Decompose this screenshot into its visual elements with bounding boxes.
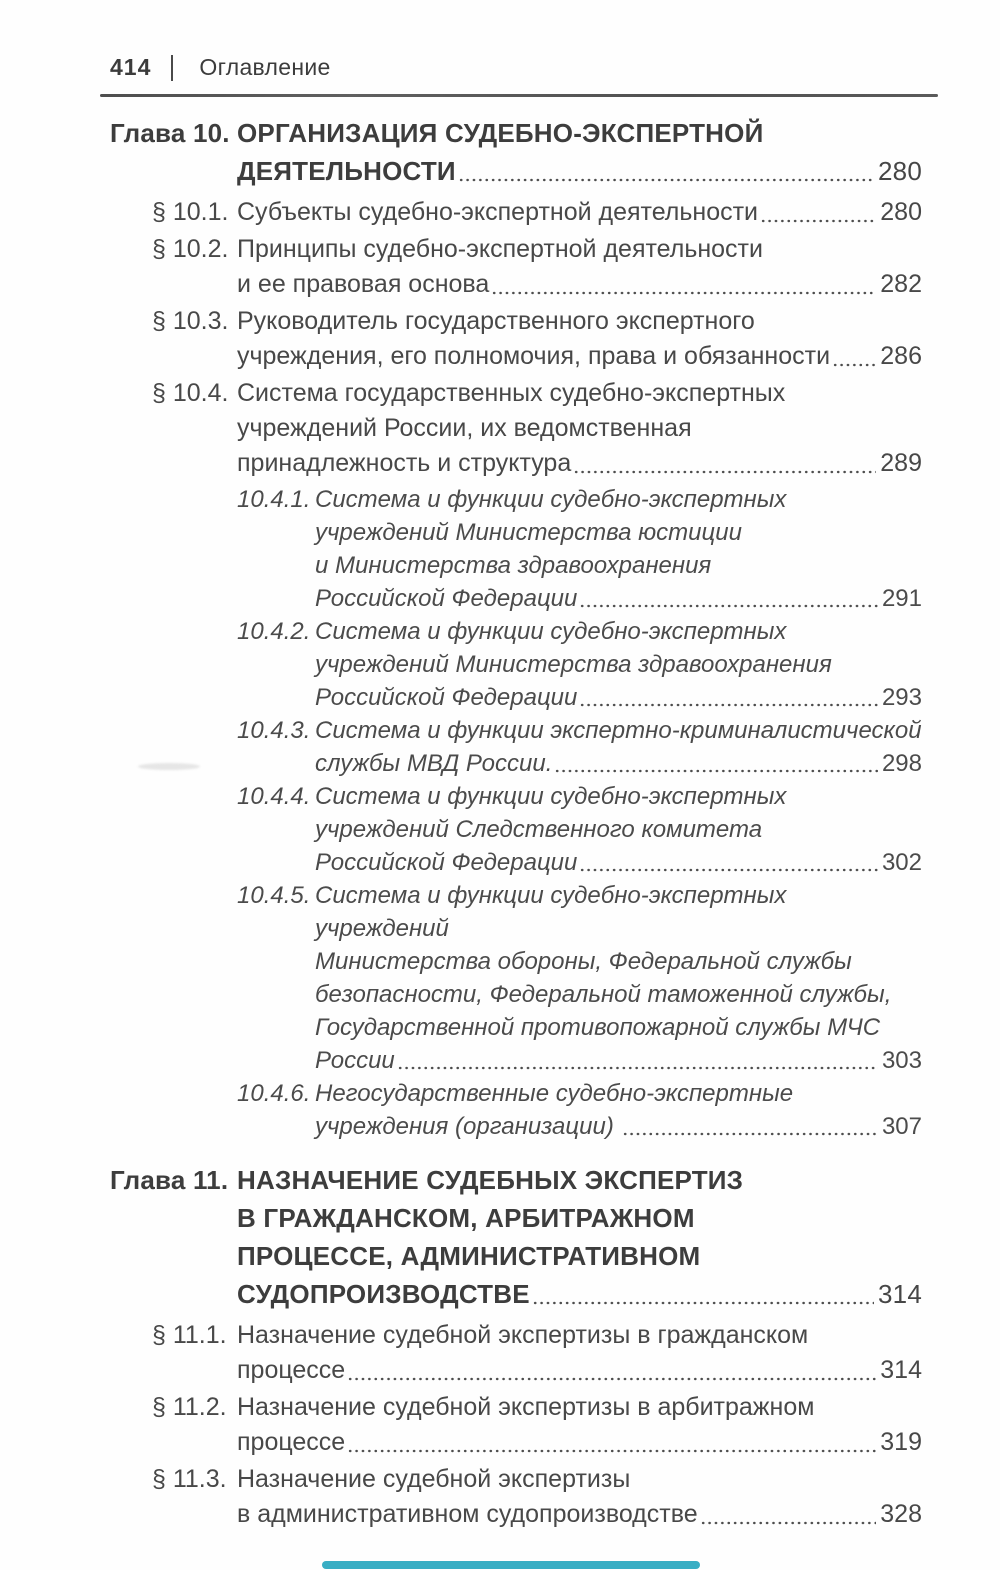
- toc-entry: [110, 232, 922, 302]
- toc-entry: [110, 304, 922, 374]
- toc-line-text: принадлежность и структура: [237, 449, 572, 477]
- toc-line: НАЗНАЧЕНИЕ СУДЕБНЫХ ЭКСПЕРТИЗ: [237, 1165, 744, 1195]
- toc-line: ОРГАНИЗАЦИЯ СУДЕБНО-ЭКСПЕРТНОЙ: [237, 118, 764, 148]
- toc-entry: [110, 1077, 922, 1143]
- toc-line-text: Российской Федерации: [315, 585, 578, 612]
- dot-leader: [580, 846, 878, 879]
- toc-line: Назначение судебной экспертизы в арбитражном: [237, 1393, 815, 1421]
- toc-entry: [110, 615, 922, 714]
- toc-line-text: процессе: [237, 1428, 346, 1456]
- reader-progress-bar: [322, 1561, 700, 1569]
- toc-line-text: ДЕЯТЕЛЬНОСТИ: [237, 156, 456, 186]
- dot-leader: [580, 681, 878, 714]
- toc-line: Система и функции судебно-экспертных: [315, 486, 787, 513]
- toc-page-number: 282: [880, 270, 922, 298]
- toc-line-text: учреждения (организации): [315, 1113, 621, 1140]
- toc-entry-label: Глава 10.: [110, 118, 230, 148]
- toc-line: Руководитель государственного экспертного: [237, 307, 755, 335]
- toc-line-text: России: [315, 1047, 395, 1074]
- toc-line: учреждений Следственного комитета: [315, 816, 763, 843]
- toc-line-text: и ее правовая основа: [237, 270, 490, 298]
- toc-entry-label: Глава 11.: [110, 1165, 229, 1195]
- toc-entry: [110, 714, 922, 780]
- dot-leader: [533, 1275, 874, 1313]
- toc-entry-body: [237, 195, 922, 230]
- toc-entry-label: 10.4.4.: [237, 783, 311, 810]
- toc-entry: [110, 879, 922, 1077]
- toc-entry-body: [315, 615, 922, 714]
- toc-entry-body: [237, 304, 922, 374]
- toc-line: [315, 582, 922, 615]
- page-header: [110, 54, 936, 81]
- toc-page-number: 314: [878, 1279, 922, 1309]
- dot-leader: [555, 747, 878, 780]
- toc-entry-label: 10.4.6.: [237, 1080, 311, 1107]
- toc-entry-body: [237, 232, 922, 302]
- toc-line: учреждений Министерства юстиции: [315, 519, 742, 546]
- toc-line: Система и функции судебно-экспертных учреждений: [315, 882, 787, 942]
- toc-page-number: 291: [881, 585, 922, 612]
- toc-line: и Министерства здравоохранения: [315, 552, 712, 579]
- scan-artifact: [138, 763, 200, 770]
- toc-entry-body: [315, 879, 922, 1077]
- header-title: Оглавление: [199, 54, 331, 80]
- toc-line: [237, 1497, 922, 1532]
- toc-entry: [110, 1318, 922, 1388]
- toc-entry-body: [237, 1318, 922, 1388]
- toc-line: Принципы судебно-экспертной деятельности: [237, 235, 763, 263]
- toc-entry: [110, 1390, 922, 1460]
- dot-leader: [492, 267, 876, 302]
- toc-page-number: 289: [880, 449, 922, 477]
- toc-entry-body: [315, 714, 922, 780]
- toc-entry: [110, 483, 922, 615]
- toc-entry-label: § 11.2.: [152, 1393, 227, 1421]
- toc-line-text: процессе: [237, 1356, 346, 1384]
- toc-line: [237, 1425, 922, 1460]
- toc-page-number: 280: [880, 198, 922, 226]
- dot-leader: [761, 195, 876, 230]
- toc-line: Система и функции судебно-экспертных: [315, 783, 787, 810]
- toc-line: [315, 747, 922, 780]
- toc-entry: [110, 1161, 922, 1313]
- toc-line: [315, 681, 922, 714]
- toc-line-text: Российской Федерации: [315, 849, 578, 876]
- toc-entry-label: § 10.2.: [152, 235, 229, 263]
- toc-line: Негосударственные судебно-экспертные: [315, 1080, 794, 1107]
- toc-entry-body: [237, 1390, 922, 1460]
- toc-line: [237, 1275, 922, 1313]
- toc-line: Система и функции экспертно-криминалистической: [315, 717, 922, 744]
- toc-page-number: 307: [881, 1113, 922, 1140]
- toc-entry-label: § 11.1.: [152, 1321, 227, 1349]
- toc-line: Министерства обороны, Федеральной службы: [315, 948, 852, 975]
- toc-line-text: СУДОПРОИЗВОДСТВЕ: [237, 1279, 530, 1309]
- toc-page-number: 298: [881, 750, 922, 777]
- dot-leader: [348, 1425, 876, 1460]
- toc-entry-label: § 10.4.: [152, 379, 229, 407]
- dot-leader: [833, 339, 876, 374]
- toc-page-number: 319: [880, 1428, 922, 1456]
- toc-line-text: в административном судопроизводстве: [237, 1500, 698, 1528]
- toc-line: ПРОЦЕССЕ, АДМИНИСТРАТИВНОМ: [237, 1241, 701, 1271]
- toc-entry-label: § 10.3.: [152, 307, 229, 335]
- table-of-contents: [110, 96, 922, 1534]
- toc-entry: [110, 114, 922, 190]
- toc-line-text: службы МВД России.: [315, 750, 553, 777]
- toc-entry-body: [315, 1077, 922, 1143]
- toc-entry-body: [237, 1161, 922, 1313]
- toc-line: В ГРАЖДАНСКОМ, АРБИТРАЖНОМ: [237, 1203, 695, 1233]
- toc-entry-label: § 11.3.: [152, 1465, 227, 1493]
- toc-entry-body: [237, 1462, 922, 1532]
- toc-entry: [110, 376, 922, 481]
- toc-line: [237, 1353, 922, 1388]
- toc-line: Назначение судебной экспертизы: [237, 1465, 631, 1493]
- toc-page-number: 302: [881, 849, 922, 876]
- toc-page-number: 314: [880, 1356, 922, 1384]
- toc-line: Назначение судебной экспертизы в гражданском: [237, 1321, 809, 1349]
- toc-entry-label: 10.4.1.: [237, 486, 311, 513]
- toc-page-number: 293: [881, 684, 922, 711]
- dot-leader: [459, 152, 874, 190]
- toc-entry: [110, 195, 922, 230]
- toc-entry-label: § 10.1.: [152, 198, 229, 226]
- toc-line: [237, 446, 922, 481]
- dot-leader: [398, 1044, 878, 1077]
- toc-line: [237, 152, 922, 190]
- toc-line: [237, 339, 922, 374]
- toc-line: Система и функции судебно-экспертных: [315, 618, 787, 645]
- dot-leader: [574, 446, 876, 481]
- toc-entry-body: [315, 780, 922, 879]
- toc-line: безопасности, Федеральной таможенной службы,: [315, 981, 892, 1008]
- toc-line: учреждений Министерства здравоохранения: [315, 651, 832, 678]
- toc-entry-label: 10.4.5.: [237, 882, 311, 909]
- toc-line: [237, 195, 922, 230]
- toc-line-text: Российской Федерации: [315, 684, 578, 711]
- header-divider: [171, 55, 173, 81]
- toc-line: [315, 1044, 922, 1077]
- toc-entry-body: [237, 376, 922, 481]
- toc-line: [315, 846, 922, 879]
- toc-entry-label: 10.4.3.: [237, 717, 311, 744]
- page-number: 414: [110, 54, 152, 80]
- dot-leader: [580, 582, 878, 615]
- toc-entry-label: 10.4.2.: [237, 618, 311, 645]
- toc-entry: [110, 1462, 922, 1532]
- toc-page-number: 280: [878, 156, 922, 186]
- toc-line-text: учреждения, его полномочия, права и обязанности: [237, 342, 831, 370]
- toc-line-text: Субъекты судебно-экспертной деятельности: [237, 198, 759, 226]
- toc-entry: [110, 780, 922, 879]
- dot-leader: [623, 1110, 877, 1143]
- dot-leader: [348, 1353, 876, 1388]
- toc-line: [237, 267, 922, 302]
- dot-leader: [701, 1497, 877, 1532]
- toc-line: Государственной противопожарной службы МЧС: [315, 1014, 881, 1041]
- toc-entry-body: [237, 114, 922, 190]
- toc-line: учреждений России, их ведомственная: [237, 414, 692, 442]
- toc-line: [315, 1110, 922, 1143]
- toc-page-number: 303: [881, 1047, 922, 1074]
- toc-page-number: 328: [880, 1500, 922, 1528]
- toc-line: Система государственных судебно-экспертных: [237, 379, 786, 407]
- toc-page-number: 286: [880, 342, 922, 370]
- toc-entry-body: [315, 483, 922, 615]
